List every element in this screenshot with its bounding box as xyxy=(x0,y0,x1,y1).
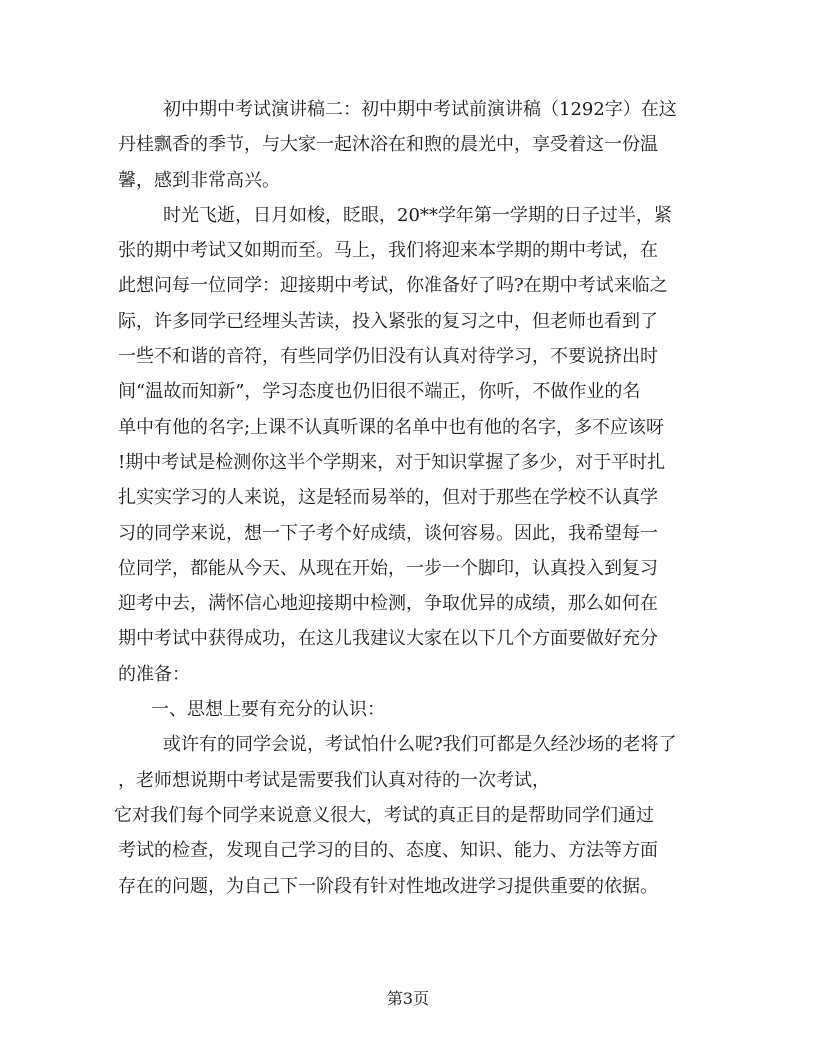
text-line: 期中考试中获得成功，在这儿我建议大家在以下几个方面要做好充分 xyxy=(118,628,658,650)
page-number: 第3页 xyxy=(386,989,430,1008)
text-line: 位同学，都能从今天、从现在开始，一步一个脚印，认真投入到复习 xyxy=(118,557,658,579)
text-line: 单中有他的名字;上课不认真听课的名单中也有他的名字，多不应该呀 xyxy=(118,416,665,438)
section-heading xyxy=(118,692,700,727)
text-line: 此想问每一位同学：迎接期中考试，你准备好了吗?在期中考试来临之 xyxy=(118,275,668,297)
text-line: 初中期中考试演讲稿二：初中期中考试前演讲稿（1292字）在这 xyxy=(163,99,677,120)
text-line: 际，许多同学已经埋头苦读，投入紧张的复习之中，但老师也看到了 xyxy=(118,310,658,332)
text-line: 馨，感到非常高兴。 xyxy=(118,169,280,191)
paragraph-section-one xyxy=(114,727,700,903)
text-line: 的准备： xyxy=(118,663,190,685)
text-line: 或许有的同学会说，考试怕什么呢?我们可都是久经沙场的老将了 xyxy=(163,734,677,756)
text-line: 它对我们每个同学来说意义很大，考试的真正目的是帮助同学们通过 xyxy=(114,804,654,826)
paragraph-main xyxy=(118,198,700,692)
text-line: ，老师想说期中考试是需要我们认真对待的一次考试， xyxy=(118,769,550,791)
text-line: 考试的检查，发现自己学习的目的、态度、知识、能力、方法等方面 xyxy=(118,840,658,862)
text-line: !期中考试是检测你这半个学期来，对于知识掌握了多少，对于平时扎 xyxy=(118,451,666,473)
text-line: 间“温故而知新”，学习态度也仍旧很不端正，你听，不做作业的名 xyxy=(118,381,641,403)
text-line: 习的同学来说，想一下子考个好成绩，谈何容易。因此，我希望每一 xyxy=(118,522,658,544)
paragraph-intro xyxy=(118,92,700,198)
text-line: 时光飞逝，日月如梭，眨眼，20**学年第一学期的日子过半，紧 xyxy=(163,204,672,226)
text-line: 存在的问题，为自己下一阶段有针对性地改进学习提供重要的依据。 xyxy=(118,875,658,897)
text-line: 张的期中考试又如期而至。马上，我们将迎来本学期的期中考试，在 xyxy=(118,240,658,262)
text-line: 扎实实学习的人来说，这是轻而易举的，但对于那些在学校不认真学 xyxy=(118,487,658,509)
text-line: 迎考中去，满怀信心地迎接期中检测，争取优异的成绩，那么如何在 xyxy=(118,593,658,615)
heading-line: 一、思想上要有充分的认识： xyxy=(151,699,385,721)
text-line: 丹桂飘香的季节，与大家一起沐浴在和煦的晨光中，享受着这一份温 xyxy=(118,134,658,156)
document-body xyxy=(114,92,700,904)
text-line: 一些不和谐的音符，有些同学仍旧没有认真对待学习，不要说挤出时 xyxy=(118,346,658,368)
